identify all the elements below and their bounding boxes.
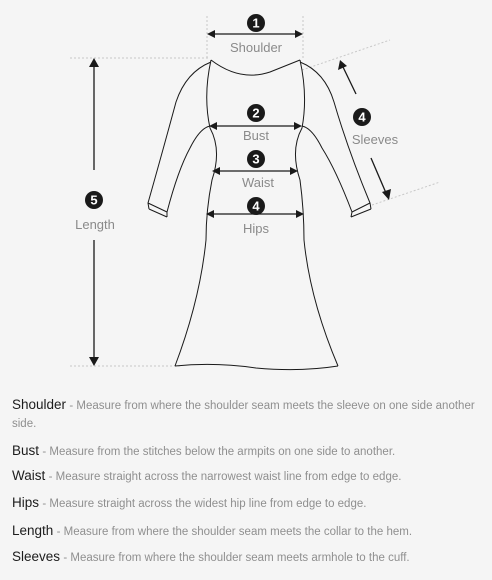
sleeves-arrow-bottom [371,158,386,193]
definition-term: Sleeves [12,549,61,564]
marker-waist [242,150,274,190]
svg-text:Hips: Hips [242,221,270,236]
definition-shoulder [12,396,492,433]
marker-hips [243,197,270,236]
definition-term: Waist [12,468,46,483]
definition-text: - Measure from where the shoulder seam meets the collar to the hem. [56,526,413,538]
definition-term: Shoulder [12,397,67,412]
definition-text: - Measure straight across the widest hip line from edge to edge. [42,498,367,510]
svg-text:Length: Length [75,217,115,232]
marker-sleeves [352,108,399,147]
svg-text:4: 4 [358,109,366,125]
definition-term: Bust [12,443,40,458]
svg-text:Bust: Bust [242,128,270,143]
svg-text:2: 2 [252,105,260,121]
svg-text:Waist: Waist [241,175,275,190]
definition-text: - Measure from where the shoulder seam meets the sleeve on one side another side. [12,400,475,430]
svg-text:3: 3 [252,151,260,167]
definition-waist [12,467,401,486]
definition-hips [12,494,366,513]
definition-bust [12,442,395,461]
definition-sleeves [12,548,410,567]
svg-text:5: 5 [90,192,98,208]
definition-term: Length [12,523,54,538]
svg-text:1: 1 [252,15,260,31]
definition-term: Hips [12,495,40,510]
measure-arrows [89,30,391,366]
sleeves-arrow-top [343,67,356,94]
definition-text: - Measure from the stitches below the armpits on one side to another. [42,446,396,458]
marker-bust [243,104,269,143]
definition-text: - Measure from where the shoulder seam meets armhole to the cuff. [63,552,410,564]
definition-length [12,522,412,541]
svg-text:Sleeves: Sleeves [351,132,399,147]
svg-text:4: 4 [252,198,260,214]
definition-text: - Measure straight across the narrowest waist line from edge to edge. [48,471,402,483]
marker-length [75,191,115,232]
svg-text:Shoulder: Shoulder [229,40,283,55]
